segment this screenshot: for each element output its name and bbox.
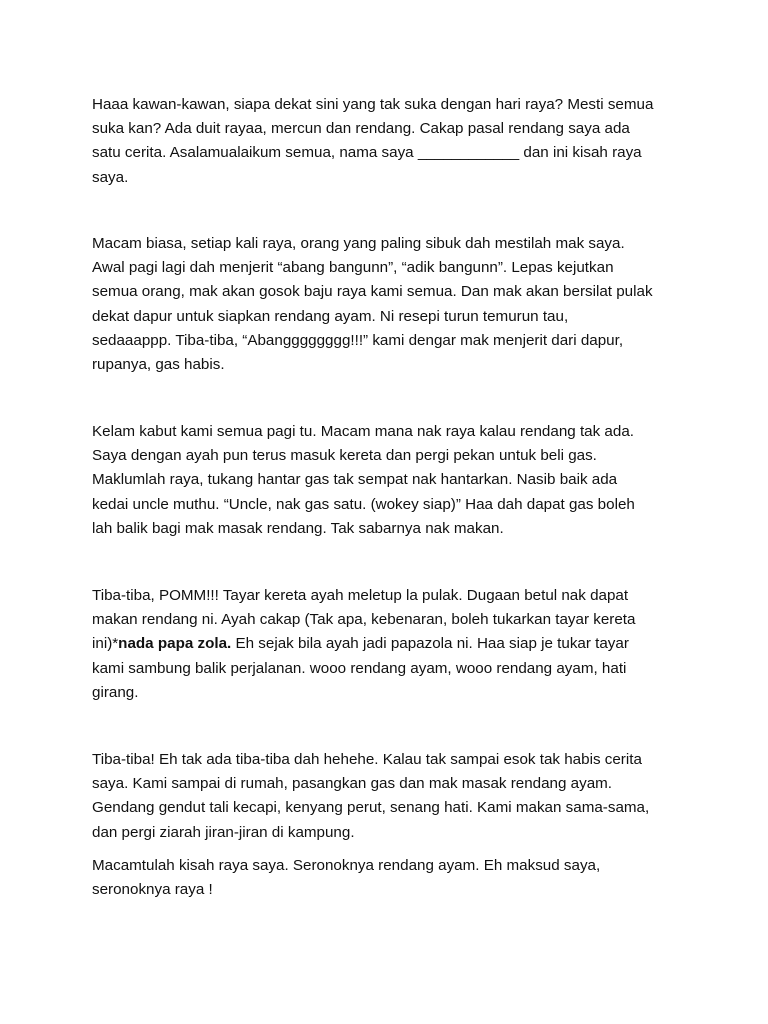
text-line: Kelam kabut kami semua pagi tu. Macam mana nak raya kalau rendang tak ada. xyxy=(92,423,634,440)
text-line: Awal pagi lagi dah menjerit “abang bangunn”, “adik bangunn”. Lepas kejutkan xyxy=(92,259,614,277)
text-line: Tiba-tiba, POMM!!! Tayar kereta ayah meletup la pulak. Dugaan betul nak dapat xyxy=(92,587,629,604)
text-line: makan rendang ni. Ayah cakap (Tak apa, kebenaran, boleh tukarkan tayar kereta xyxy=(92,611,636,629)
text-line: Gendang gendut tali kecapi, kenyang perut, senang hati. Kami makan sama-sama, xyxy=(92,799,650,817)
text-line: Tiba-tiba! Eh tak ada tiba-tiba dah hehehe. Kalau tak sampai esok tak habis cerita xyxy=(92,751,642,768)
text-line: kami sambung balik perjalanan. wooo rendang ayam, wooo rendang ayam, hati xyxy=(92,659,627,677)
text-line: satu cerita. Asalamualaikum semua, nama saya ____________ dan ini kisah raya xyxy=(92,144,642,162)
text-line: saya. Kami sampai di rumah, pasangkan gas dan mak masak rendang ayam. xyxy=(92,775,613,793)
text-line: sedaaappp. Tiba-tiba, “Abangggggggg!!!” kami dengar mak menjerit dari dapur, xyxy=(92,331,624,349)
text-line: suka kan? Ada duit rayaa, mercun dan rendang. Cakap pasal rendang saya ada xyxy=(92,120,630,138)
text-line: Macam biasa, setiap kali raya, orang yang paling sibuk dah mestilah mak saya. xyxy=(92,235,625,252)
text-line: kedai uncle muthu. “Uncle, nak gas satu. (wokey siap)” Haa dah dapat gas boleh xyxy=(92,495,635,513)
text-line: lah balik bagi mak masak rendang. Tak sabarnya nak makan. xyxy=(92,519,504,537)
paragraph-intro xyxy=(92,93,682,190)
text-run: Eh sejak bila ayah jadi papazola ni. Haa siap je tukar tayar xyxy=(231,635,629,653)
text-line: Haaa kawan-kawan, siapa dekat sini yang tak suka dengan hari raya? Mesti semua xyxy=(92,96,654,113)
text-line: seronoknya raya ! xyxy=(92,881,213,899)
text-line: Macamtulah kisah raya saya. Seronoknya rendang ayam. Eh maksud saya, xyxy=(92,857,601,874)
bold-text-run: nada papa zola. xyxy=(118,635,232,653)
text-line: girang. xyxy=(92,683,139,701)
text-line: dekat dapur untuk siapkan rendang ayam. Ni resepi turun temurun tau, xyxy=(92,307,569,325)
paragraph-gas xyxy=(92,420,682,541)
text-line: saya. xyxy=(92,168,129,186)
text-line: semua orang, mak akan gosok baju raya kami semua. Dan mak akan bersilat pulak xyxy=(92,283,653,301)
text-line: rupanya, gas habis. xyxy=(92,356,225,374)
text-run: ini)* xyxy=(92,635,119,653)
paragraph-morning xyxy=(92,232,682,377)
paragraph-closing xyxy=(92,854,682,902)
paragraph-home xyxy=(92,748,682,845)
text-line: Maklumlah raya, tukang hantar gas tak sempat nak hantarkan. Nasib baik ada xyxy=(92,471,618,489)
text-line: Saya dengan ayah pun terus masuk kereta dan pergi pekan untuk beli gas. xyxy=(92,447,597,465)
paragraph-tyre xyxy=(92,584,682,705)
text-line-mixed xyxy=(92,632,682,656)
text-line: dan pergi ziarah jiran-jiran di kampung. xyxy=(92,823,355,841)
